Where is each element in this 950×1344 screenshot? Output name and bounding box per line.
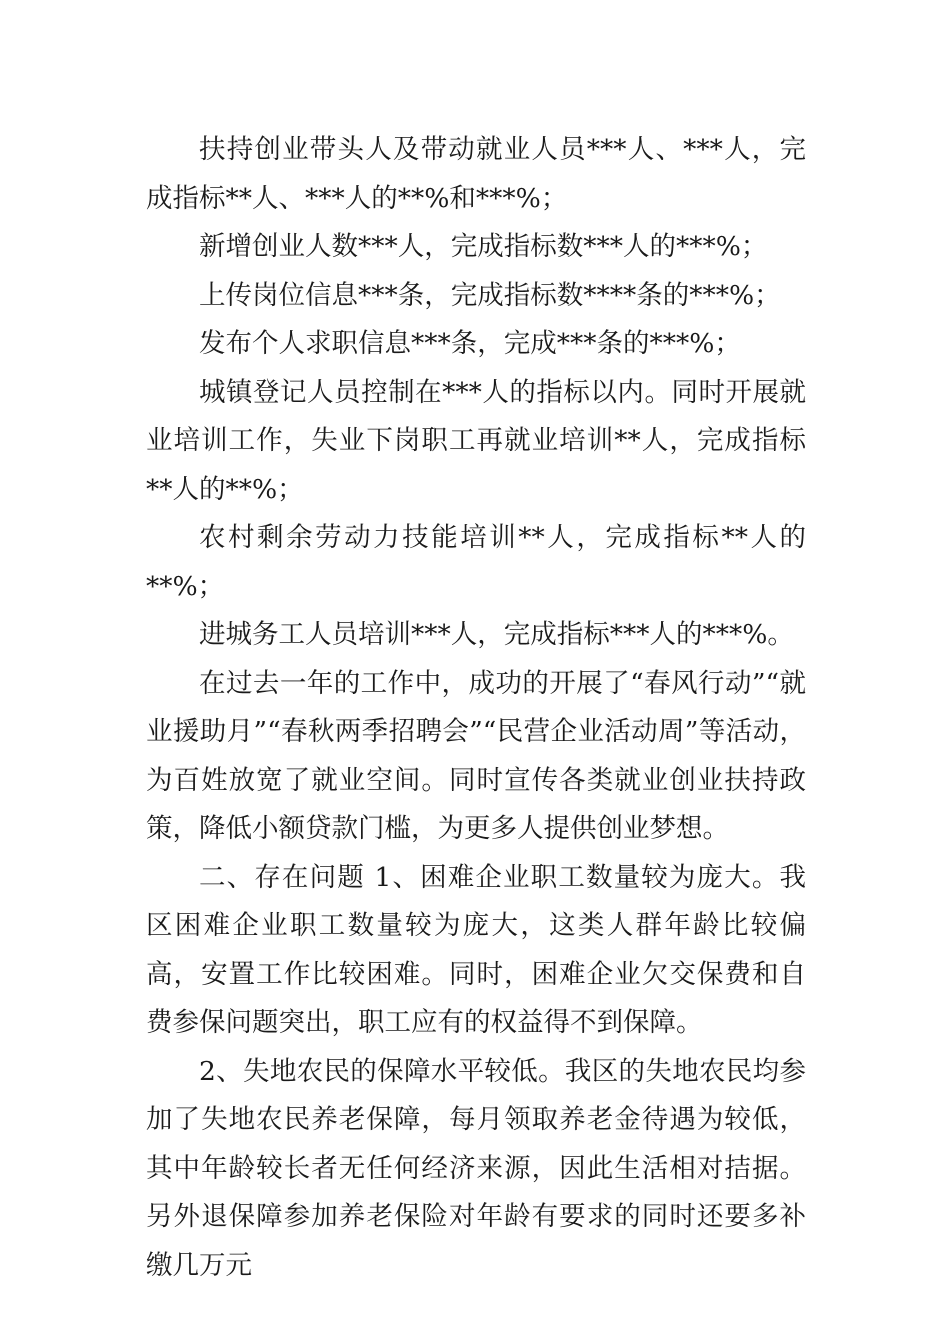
document-body (146, 126, 806, 1290)
paragraph-job-postings: 上传岗位信息***条，完成指标数****条的***%； (199, 279, 781, 311)
paragraph-entrepreneur-support: 扶持创业带头人及带动就业人员***人、***人，完成指标**人、***人的**%和***%； (146, 134, 806, 214)
paragraph-new-entrepreneurs: 新增创业人数***人，完成指标数***人的***%； (199, 231, 768, 262)
paragraph-activities: 在过去一年的工作中，成功的开展了“春风行动”“就业援助月”“春秋两季招聘会”“民营企业活动周”等活动，为百姓放宽了就业空间。同时宣传各类就业创业扶持政策，降低小额贷款门槛，为更多人提供创业梦想。 (146, 667, 806, 844)
paragraph-problem-2: 2、失地农民的保障水平较低。我区的失地农民均参加了失地农民养老保障，每月领取养老金待遇为较低，其中年龄较长者无任何经济来源，因此生活相对拮据。另外退保障参加养老保险对年龄有要求的同时还要多补缴几万元 (146, 1055, 806, 1281)
paragraph-problem-1: 二、存在问题 1、困难企业职工数量较为庞大。我区困难企业职工数量较为庞大，这类人群年龄比较偏高，安置工作比较困难。同时，困难企业欠交保费和自费参保问题突出，职工应有的权益得不到保障。 (146, 861, 806, 1038)
paragraph-urban-registration: 城镇登记人员控制在***人的指标以内。同时开展就业培训工作，失业下岗职工再就业培训**人，完成指标**人的**%； (146, 376, 806, 505)
paragraph-job-seeker-info: 发布个人求职信息***条，完成***条的***%； (199, 328, 741, 359)
paragraph-migrant-training: 进城务工人员培训***人，完成指标***人的***%。 (199, 619, 794, 650)
paragraph-rural-training: 农村剩余劳动力技能培训**人，完成指标**人的**%； (146, 522, 806, 602)
